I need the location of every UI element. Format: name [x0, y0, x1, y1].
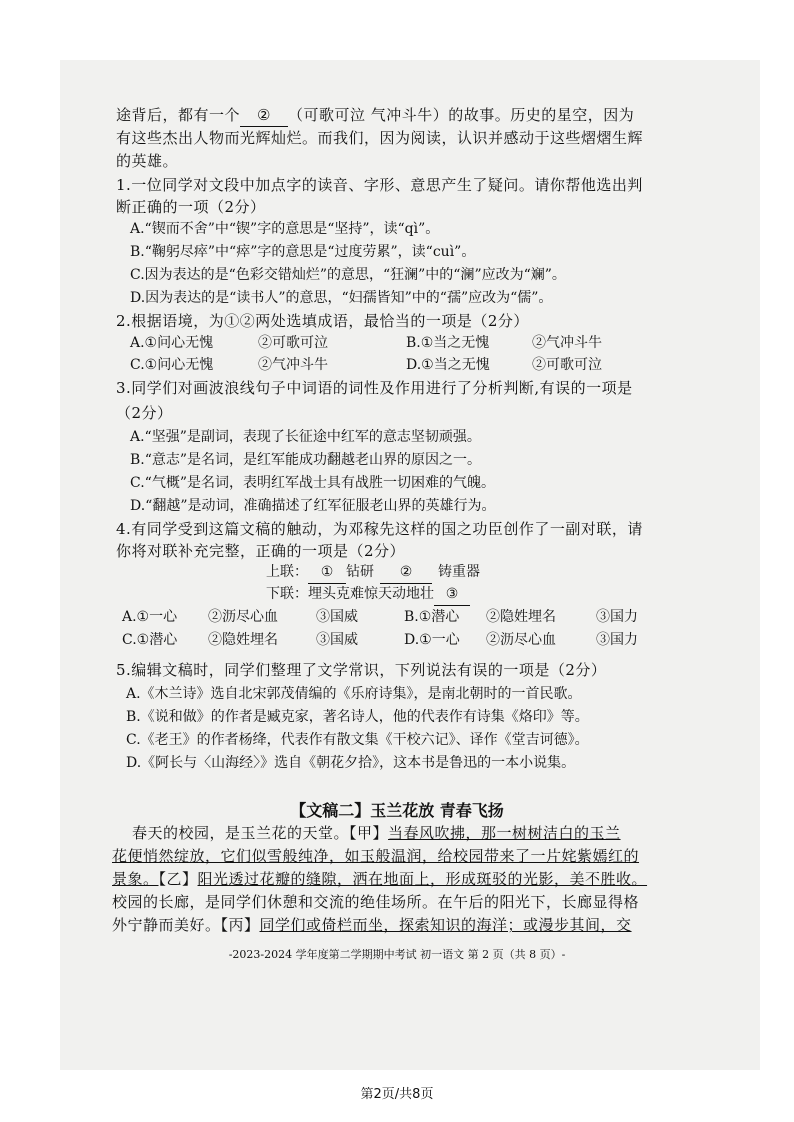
question-4-stem-cont: 你将对联补充完整，正确的一项是（2分） — [116, 542, 406, 560]
question-4-option-c3: ③国威 — [316, 632, 358, 648]
underlined-sentence-jia: 当春风吹拂，那一树树洁白的玉兰 — [388, 824, 621, 842]
passage-line-1 — [116, 104, 634, 127]
blank-1: ① — [308, 561, 346, 584]
question-2-option-a1: A.①问心无愧 — [130, 335, 214, 351]
draft-2-title: 【文稿二】玉兰花放 青春飞扬 — [290, 801, 504, 820]
underlined-sentence-jia: 景象。 — [112, 870, 159, 888]
question-4-option-a2: ②沥尽心血 — [208, 609, 278, 625]
question-1-option-b: B.“鞠躬尽瘁”中“瘁”字的意思是“过度劳累”，读“cuì”。 — [130, 244, 476, 260]
question-3-option-d: D.“翻越”是动词，准确描述了红军征服老山界的英雄行为。 — [130, 498, 496, 514]
question-4-option-b3: ③国力 — [596, 609, 638, 625]
draft-2-line-3 — [112, 868, 647, 890]
draft-2-line-2 — [112, 845, 639, 867]
passage-line-3: 的英雄。 — [116, 152, 179, 170]
question-2-stem: 2.根据语境，为①②两处选填成语，最恰当的一项是（2分） — [116, 312, 529, 330]
question-3-score: （2分） — [116, 404, 173, 422]
question-2-option-d2: ②可歌可泣 — [532, 357, 602, 373]
draft-text: 外宁静而美好。【丙】 — [112, 916, 260, 934]
question-1-option-d: D.因为表达的是“读书人”的意思，“妇孺皆知”中的“孺”应改为“儒”。 — [130, 290, 553, 306]
blank-2: ② — [380, 561, 432, 584]
question-3-option-c: C.“气概”是名词，表明红军战士具有战胜一切困难的气魄。 — [130, 475, 495, 491]
draft-2-line-1 — [132, 822, 621, 844]
question-5-option-a: A.《木兰诗》选自北宋郭茂倩编的《乐府诗集》，是南北朝时的一首民歌。 — [126, 686, 582, 702]
underlined-sentence-bing: 同学们或倚栏而坐，探索知识的海洋；或漫步其间，交 — [259, 916, 632, 934]
marker-yi: 【乙】 — [158, 870, 198, 888]
exam-footer: -2023-2024 学年度第二学期期中考试 初一语文 第 2 页（共 8 页）- — [228, 948, 566, 961]
question-2-option-b2: ②气冲斗牛 — [532, 335, 602, 351]
passage-text: 途背后，都有一个 — [116, 106, 241, 124]
question-2-option-a2: ②可歌可泣 — [258, 335, 328, 351]
question-4-option-d3: ③国力 — [596, 632, 638, 648]
draft-text: 春天的校园，是玉兰花的天堂。【甲】 — [132, 824, 389, 842]
couplet-text: 钻研 — [346, 564, 374, 580]
blank-3: ③ — [434, 583, 470, 606]
question-4-option-d2: ②沥尽心血 — [486, 632, 556, 648]
question-3-option-a: A.“坚强”是副词，表现了长征途中红军的意志坚韧顽强。 — [130, 429, 481, 445]
couplet-text: 铸重器 — [438, 564, 480, 580]
question-2-option-c1: C.①问心无愧 — [130, 357, 214, 373]
question-5-stem: 5.编辑文稿时，同学们整理了文学常识，下列说法有误的一项是（2分） — [116, 661, 607, 679]
question-1-stem-cont: 断正确的一项（2分） — [116, 198, 266, 216]
blank-2: ② — [240, 104, 288, 127]
question-4-option-c1: C.①潜心 — [122, 632, 178, 648]
question-4-option-b2: ②隐姓埋名 — [486, 609, 556, 625]
question-3-option-b: B.“意志”是名词，是红军能成功翻越老山界的原因之一。 — [130, 452, 482, 468]
question-2-option-c2: ②气冲斗牛 — [258, 357, 328, 373]
question-5-option-c: C.《老王》的作者杨绛，代表作有散文集《干校六记》、译作《堂吉诃德》。 — [126, 732, 589, 748]
question-2-option-d1: D.①当之无愧 — [406, 357, 490, 373]
couplet-lower-text: 下联：埋头克难惊天动地壮 — [266, 586, 434, 602]
couplet-lower — [266, 583, 470, 606]
question-4-stem: 4.有同学受到这篇文稿的触动，为邓稼先这样的国之功臣创作了一副对联，请 — [116, 520, 643, 538]
question-5-option-d: D.《阿长与〈山海经〉》选自《朝花夕拾》，这本书是鲁迅的一本小说集。 — [126, 755, 576, 771]
draft-2-line-5 — [112, 914, 632, 936]
question-5-option-b: B.《说和做》的作者是臧克家，著名诗人，他的代表作有诗集《烙印》等。 — [126, 709, 589, 725]
question-4-option-d1: D.①一心 — [404, 632, 460, 648]
passage-text: （可歌可泣 气冲斗牛）的故事。历史的星空，因为 — [288, 106, 635, 124]
passage-line-2: 有这些杰出人物而光辉灿烂。而我们，因为阅读，认识并感动于这些熠熠生辉 — [116, 129, 644, 147]
question-1-option-a: A.“锲而不舍”中“锲”字的意思是“坚持”，读“qì”。 — [130, 221, 440, 237]
page-number: 第2页/共8页 — [360, 1087, 434, 1102]
couplet-upper — [266, 561, 480, 584]
question-1-option-c: C.因为表达的是“色彩交错灿烂”的意思，“狂澜”中的“澜”应改为“斓”。 — [130, 267, 566, 283]
couplet-upper-label: 上联： — [266, 564, 308, 580]
question-4-option-c2: ②隐姓埋名 — [208, 632, 278, 648]
question-4-option-a3: ③国威 — [316, 609, 358, 625]
question-2-option-b1: B.①当之无愧 — [406, 335, 490, 351]
underlined-sentence-jia: 花便悄然绽放，它们似雪般纯净，如玉般温润，给校园带来了一片姹紫嫣红的 — [112, 847, 640, 865]
question-4-option-b1: B.①潜心 — [404, 609, 460, 625]
draft-2-line-4: 校园的长廊，是同学们休憩和交流的绝佳场所。在午后的阳光下，长廊显得格 — [112, 893, 640, 911]
question-3-stem: 3.同学们对画波浪线句子中词语的词性及作用进行了分析判断,有误的一项是 — [116, 379, 633, 397]
underlined-sentence-yi: 阳光透过花瓣的缝隙，洒在地面上，形成斑驳的光影，美不胜收。 — [197, 870, 648, 888]
question-1-stem: 1.一位同学对文段中加点字的读音、字形、意思产生了疑问。请你帮他选出判 — [116, 176, 643, 194]
question-4-option-a1: A.①一心 — [122, 609, 178, 625]
